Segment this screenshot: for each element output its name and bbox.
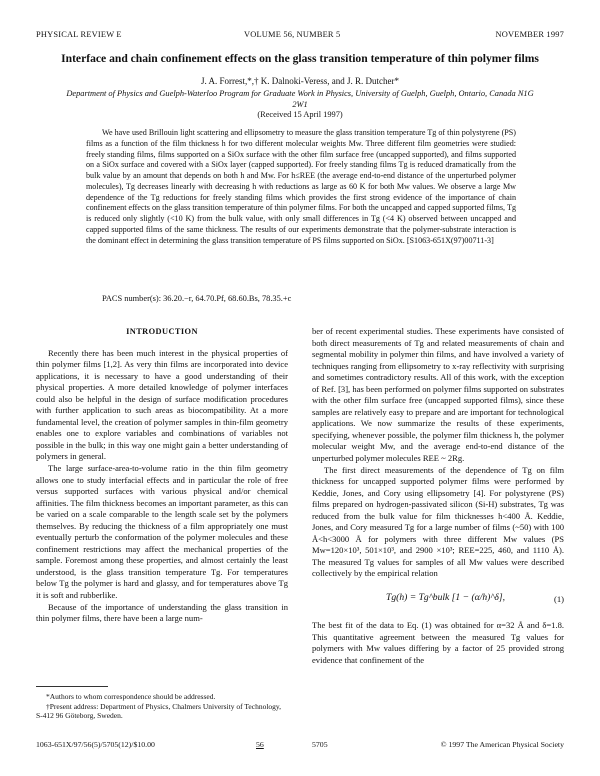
left-column — [36, 326, 288, 625]
paragraph: The first direct measurements of the dependence of Tg on film thickness for uncapped supported polymer films were performed by Keddie, Jones, and Cory using ellipsometry [4]. For polystyrene (PS) films prepared on hydrogen-passivated silicon (Si-H) substrates, Tg was reduced from the bulk value for film thicknesses h<400 Å. Keddie, Jones, and Cory measured Tg for a large number of films (~50) with 100 Å<h<3000 Å for polymers with three different Mw values (PS Mw=120×10³, 501×10³, and 2900 ×10³; REE=225, 460, and 1110 Å). The measured Tg values for samples of all Mw values were described collectively by the empirical relation — [312, 464, 564, 579]
equation-formula: Tg(h) = Tg^bulk [1 − (α/h)^δ], — [386, 592, 506, 604]
paragraph: Because of the importance of understanding the glass transition in thin polymer films, there have been a large num- — [36, 601, 288, 624]
equation-number: (1) — [553, 594, 564, 605]
footnote: †Present address: Department of Physics, Chalmers University of Technology, S-412 96 Göteborg, Sweden. — [36, 701, 282, 721]
paragraph: Recently there has been much interest in the physical properties of thin polymer films [1,2]. As very thin films are incorporated into device applications, it is necessary to have a good understanding of their physical properties. A more detailed knowledge of polymer interfaces could also be helpful in the design of surface modification procedures with further application to such areas as biocompatibility. At a more fundamental level, the creation of polymer samples in thin-film geometry enables one to explore variables and combinations of variables not possible in the bulk; in this way one might gain a better understanding of polymers in general. — [36, 347, 288, 462]
author-list: J. A. Forrest,*,† K. Dalnoki-Veress, and J. R. Dutcher* — [201, 76, 399, 86]
section-heading: INTRODUCTION — [126, 327, 198, 336]
paper-title: Interface and chain confinement effects on the glass transition temperature of thin polymer films — [61, 52, 539, 65]
received-date: (Received 15 April 1997) — [257, 110, 343, 119]
abstract: We have used Brillouin light scattering and ellipsometry to measure the glass transition temperature Tg of thin polystyrene (PS) films as a function of the film thickness h for two different molecular weights Mw. Three different film geometries were studied: freely standing films, films supported on a SiOx surface with the other film surface free (uncapped supported), and films supported on a SiOx surface and covered with a SiOx layer (capped supported). For freely standing films Tg is reduced dramatically from the bulk value by an amount that depends on both h and Mw. For h≤REE (the average end-to-end distance of the unperturbed polymer molecules), Tg decreases linearly with decreasing h with reductions as large as 60 K for both Mw values. We observe a large Mw dependence of the Tg reductions for freely standing films which provides the first strong evidence of the importance of chain confinement effects on the glass transition temperature of thin polymer films. For both the uncapped and capped supported films, Tg is reduced only slightly (<10 K) from the bulk value, with only small differences in Tg (<4 K) observed between uncapped and capped supported films of the same thickness. The results of our experiments demonstrate that the polymer-substrate interaction is the dominant effect in determining the glass transition temperature of PS films supported on SiOx. [S1063-651X(97)00711-3] — [86, 128, 516, 245]
journal-name: PHYSICAL REVIEW E — [36, 30, 122, 39]
copyright: © 1997 The American Physical Society — [440, 740, 564, 749]
right-column — [312, 326, 564, 666]
page-number: 5705 — [312, 740, 328, 749]
volume-code: 56 — [256, 740, 264, 749]
issn-code: 1063-651X/97/56(5)/5705(12)/$10.00 — [36, 740, 155, 749]
issue-date: NOVEMBER 1997 — [495, 30, 564, 39]
footnote-rule — [36, 686, 108, 687]
paragraph: The large surface-area-to-volume ratio in the thin film geometry allows one to study interfacial effects and in particular the role of free versus supported surfaces with various physical and/or chemical affinities. The film thickness becomes an important parameter, as this can be varied on a scale comparable to the length scale set by the polymers themselves. By reducing the thickness of a film appropriately one must eventually perturb the conformation of the polymer molecules and these confinement restrictions may affect the mechanical properties of the sample. Foremost among these properties, and almost certainly the least understood, is the glass transition temperature Tg. For temperatures below Tg the polymer is hard and glassy, and for temperatures above Tg it is soft and rubberlike. — [36, 463, 288, 601]
equation-1 — [312, 586, 564, 616]
footnote: *Authors to whom correspondence should be addressed. — [46, 692, 216, 701]
affiliation: Department of Physics and Guelph-Waterloo Program for Graduate Work in Physics, University of Guelph, Guelph, Ontario, Canada N1G 2W1 — [66, 89, 534, 109]
pacs-numbers: PACS number(s): 36.20.−r, 64.70.Pf, 68.60.Bs, 78.35.+c — [102, 294, 292, 303]
volume-number: VOLUME 56, NUMBER 5 — [244, 30, 341, 39]
paragraph: The best fit of the data to Eq. (1) was obtained for α=32 Å and δ=1.8. This quantitative agreement between the measured Tg values for polymers with Mw values differing by a factor of 25 provided strong evidence that confinement of the — [312, 620, 564, 665]
paragraph: ber of recent experimental studies. These experiments have consisted of both direct measurements of Tg and related measurements of chain and segmental mobility in polymer thin films, and have involved a variety of techniques ranging from ellipsometry to x-ray reflectivity with surprising and sometimes contradictory results. All of this work, with the exception of Ref. [3], has been performed on polymer films supported on substrates with the other film surface free (uncapped supported films), since these samples are relatively easy to prepare and are important for technological applications. We now summarize the results of these experiments, specifying, whenever possible, the polymer film thickness h, the polymer molecular weight Mw, and the average end-to-end distance of the unperturbed polymer molecules REE ~ 2Rg. — [312, 326, 564, 464]
footnotes — [36, 692, 288, 721]
